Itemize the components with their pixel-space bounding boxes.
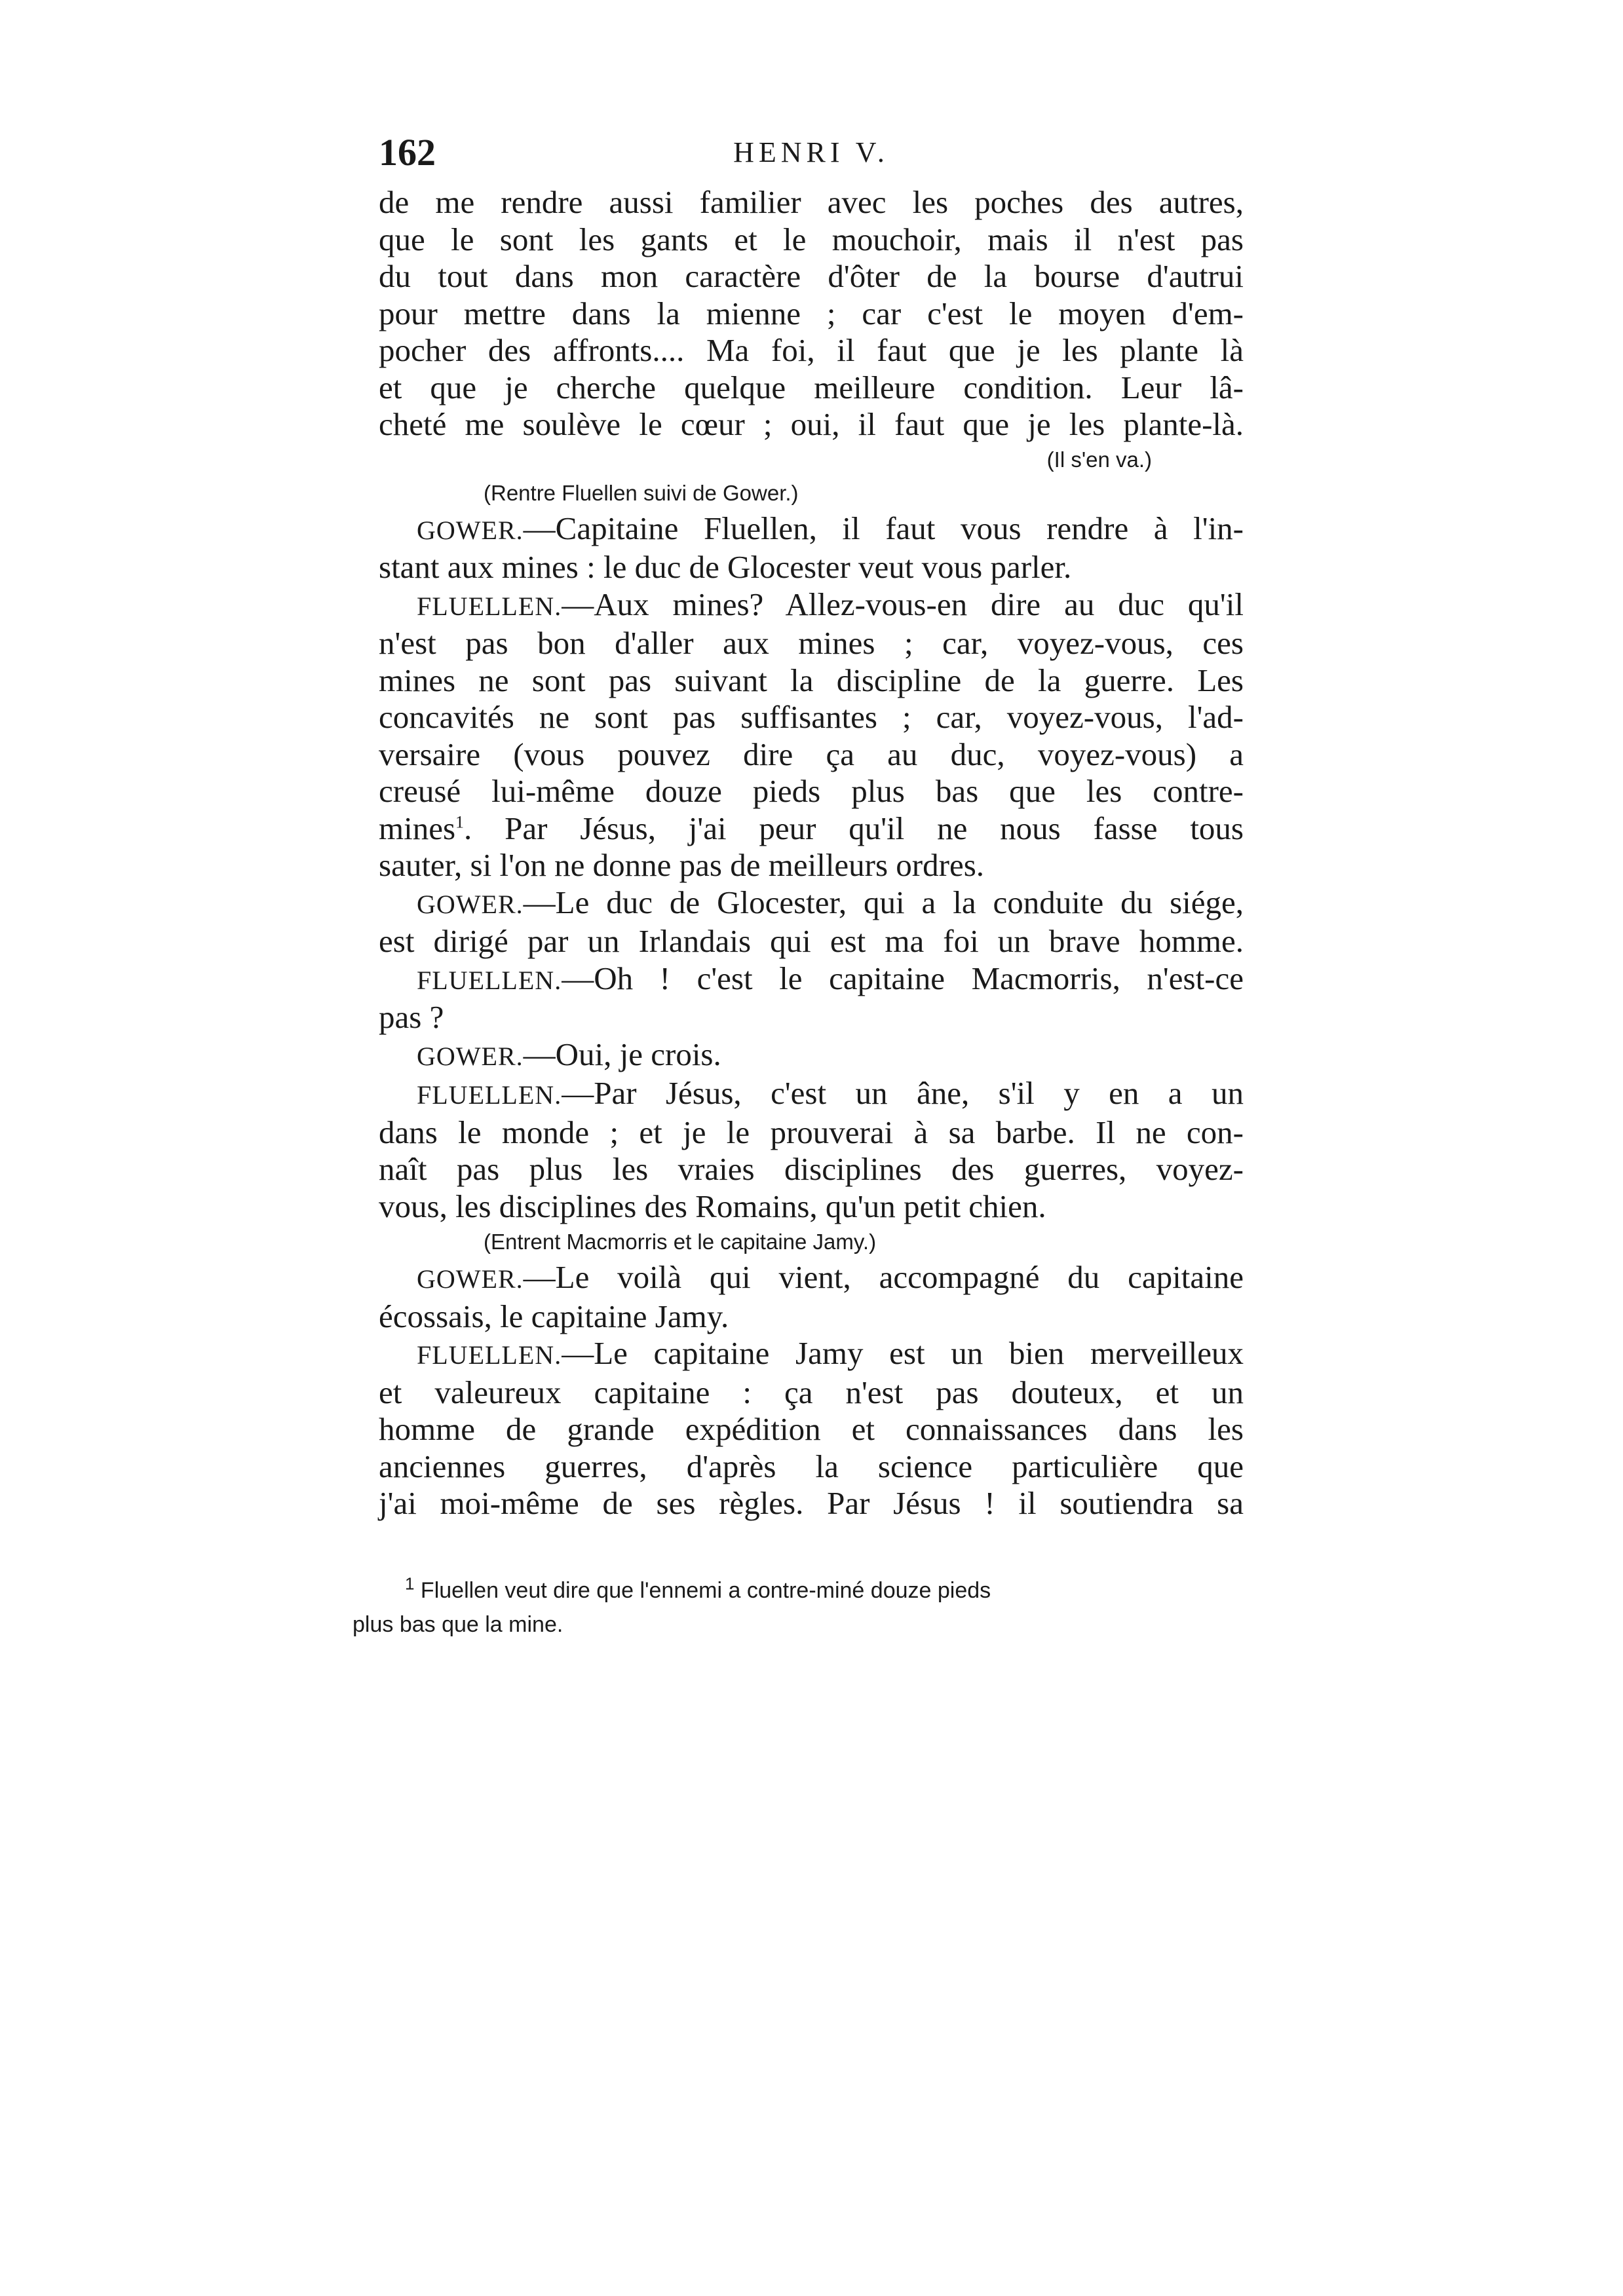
running-title: HENRI V. (733, 136, 889, 168)
speech-line: vous, les disciplines des Romains, qu'un petit chien. (379, 1188, 1046, 1224)
speaker-name: FLUELLEN. (417, 1080, 562, 1110)
speech-line: n'est pas bon d'aller aux mines ; car, voyez-vous, ces (379, 625, 1244, 661)
speech-line: anciennes guerres, d'après la science particulière que (379, 1448, 1244, 1484)
speech-text: —Par Jésus, c'est un âne, s'il y en a un (562, 1075, 1244, 1111)
speech-line: j'ai moi-même de ses règles. Par Jésus ! il soutiendra sa (379, 1485, 1244, 1521)
text-line: du tout dans mon caractère d'ôter de la bourse d'autrui (379, 258, 1244, 294)
text-line: et que je cherche quelque meilleure condition. Leur lâ- (379, 369, 1244, 405)
speech-line: versaire (vous pouvez dire ça au duc, voyez-vous) a (379, 736, 1244, 772)
text-line: de me rendre aussi familier avec les poches des autres, (379, 184, 1244, 220)
speech-text: —Le duc de Glocester, qui a la conduite du siége, (523, 884, 1244, 920)
text-line: cheté me soulève le cœur ; oui, il faut que je les plante-là. (379, 406, 1244, 442)
speaker-name: FLUELLEN. (417, 591, 562, 621)
speech-line (379, 1075, 1244, 1114)
opening-paragraph (379, 184, 1244, 443)
speaker-name: FLUELLEN. (417, 1340, 562, 1370)
speaker-name: GOWER. (417, 1041, 524, 1071)
footnote-text-line: Fluellen veut dire que l'ennemi a contre-miné douze pieds (420, 1577, 991, 1603)
footnote-spacer (379, 1522, 1244, 1573)
footnote-reference[interactable]: 1 (455, 812, 465, 832)
speech-text: —Oh ! c'est le capitaine Macmorris, n'est-ce (562, 960, 1244, 996)
footnote-text-line: plus bas que la mine. (353, 1611, 563, 1637)
footnote (353, 1573, 1244, 1642)
speech-line: est dirigé par un Irlandais qui est ma foi un brave homme. (379, 923, 1244, 959)
speech-text: —Le voilà qui vient, accompagné du capitaine (523, 1259, 1244, 1295)
speech-line (379, 586, 1244, 626)
speaker-name: GOWER. (417, 889, 524, 919)
speech-line: homme de grande expédition et connaissances dans les (379, 1411, 1244, 1447)
text-line: que le sont les gants et le mouchoir, mais il n'est pas (379, 221, 1244, 257)
speech-line: creusé lui-même douze pieds plus bas que les contre- (379, 773, 1244, 809)
speech-line: naît pas plus les vraies disciplines des guerres, voyez- (379, 1151, 1244, 1187)
speech-text: . Par Jésus, j'ai peur qu'il ne nous fasse tous (464, 810, 1244, 846)
speech-line (379, 960, 1244, 1000)
stage-direction-enter: (Entrent Macmorris et le capitaine Jamy.) (484, 1230, 877, 1254)
speech-text: —Oui, je crois. (523, 1036, 721, 1072)
speaker-name: FLUELLEN. (417, 965, 562, 995)
speech-text: —Capitaine Fluellen, il faut vous rendre à l'in- (523, 510, 1244, 546)
speech-line: concavités ne sont pas suffisantes ; car, voyez-vous, l'ad- (379, 699, 1244, 735)
speech-line: mines ne sont pas suivant la discipline de la guerre. Les (379, 662, 1244, 698)
speech-line (379, 884, 1244, 924)
speech-line (379, 1335, 1244, 1374)
speaker-name: GOWER. (417, 1264, 524, 1294)
speech-line: sauter, si l'on ne donne pas de meilleurs ordres. (379, 847, 985, 883)
footnote-mark: 1 (405, 1573, 415, 1594)
stage-direction-enter: (Rentre Fluellen suivi de Gower.) (484, 480, 799, 505)
speech-text: —Le capitaine Jamy est un bien merveilleux (562, 1335, 1244, 1371)
speech-line: stant aux mines : le duc de Glocester veut vous parler. (379, 549, 1072, 585)
dialogue-block-2 (379, 1259, 1244, 1522)
speech-text: mines (379, 810, 456, 846)
speech-line: et valeureux capitaine : ça n'est pas douteux, et un (379, 1374, 1244, 1410)
stage-direction-exit: (Il s'en va.) (1046, 447, 1152, 472)
book-page (353, 128, 1244, 1642)
speech-text: —Aux mines? Allez-vous-en dire au duc qu'il (562, 586, 1244, 622)
dialogue-block-1 (379, 510, 1244, 1226)
speech-line (379, 1259, 1244, 1298)
page-header (379, 128, 1244, 184)
text-line: pocher des affronts.... Ma foi, il faut que je les plante là (379, 332, 1244, 368)
text-line: pour mettre dans la mienne ; car c'est le moyen d'em- (379, 295, 1244, 331)
speech-line: écossais, le capitaine Jamy. (379, 1298, 729, 1334)
speaker-name: GOWER. (417, 515, 524, 545)
speech-line: dans le monde ; et je le prouverai à sa barbe. Il ne con- (379, 1114, 1244, 1150)
page-number: 162 (379, 131, 436, 174)
speech-line (379, 510, 1244, 550)
speech-line (379, 810, 1244, 848)
speech-line (379, 1036, 1244, 1076)
speech-line: pas ? (379, 999, 444, 1035)
